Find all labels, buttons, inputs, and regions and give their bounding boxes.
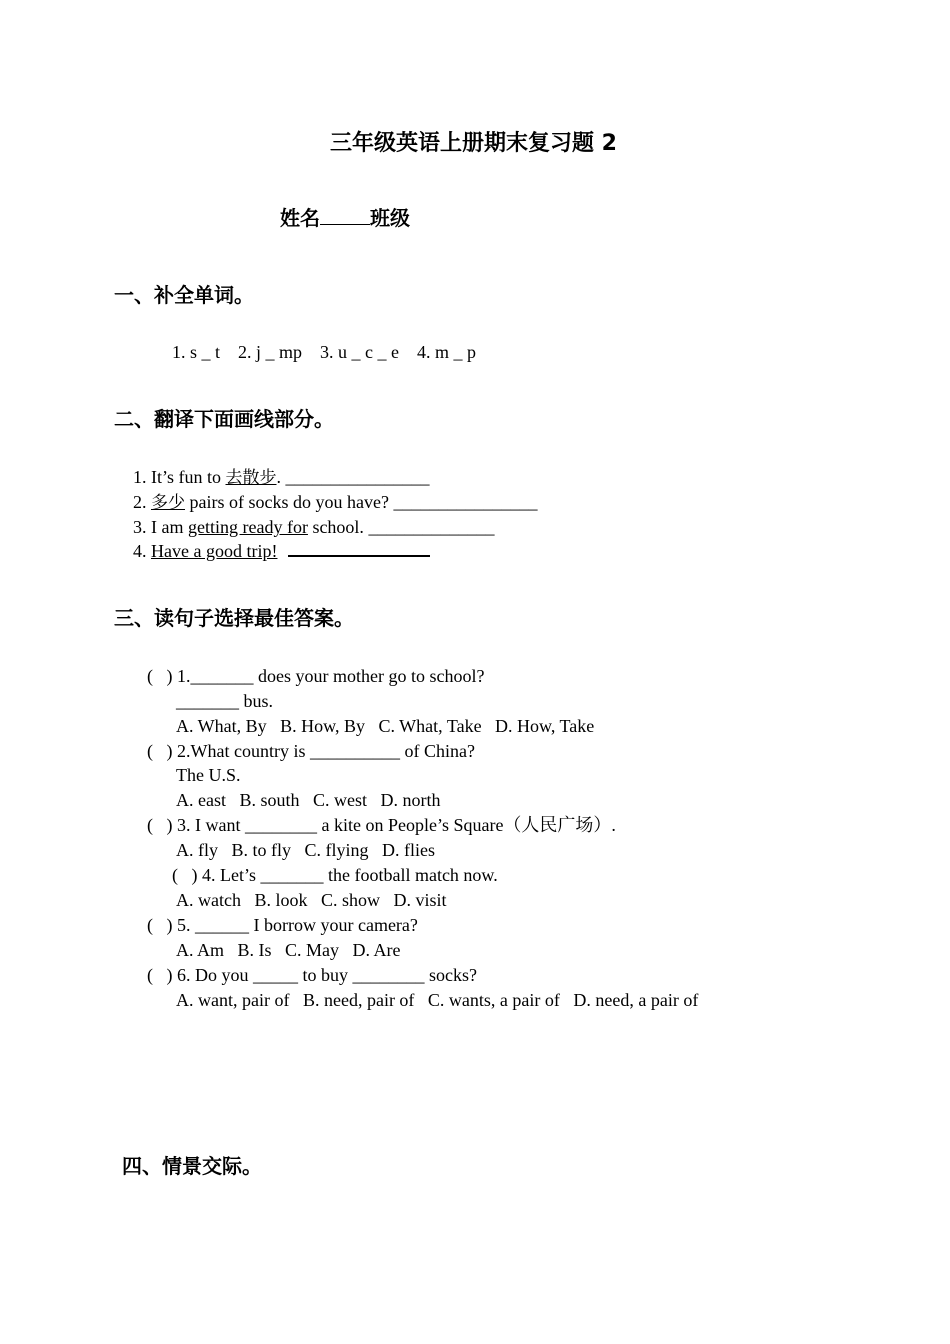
question-5: ( ) 5. ______ I borrow your camera? (147, 915, 418, 935)
section-3-heading: 三、读句子选择最佳答案。 (114, 606, 354, 630)
item-text: 2. (133, 492, 151, 512)
question-2: ( ) 2.What country is __________ of China? (147, 741, 475, 761)
question-6: ( ) 6. Do you _____ to buy ________ socks? (147, 965, 477, 985)
item-text: 1. It’s fun to (133, 467, 226, 487)
item-text: 3. I am (133, 517, 188, 537)
question-3-options: A. fly B. to fly C. flying D. flies (176, 840, 435, 860)
item-text (277, 541, 282, 561)
section-1-heading: 一、补全单词。 (114, 283, 254, 307)
question-5-options: A. Am B. Is C. May D. Are (176, 940, 401, 960)
underlined-text: Have a good trip! (151, 541, 278, 561)
class-label: 班级 (370, 206, 410, 230)
page-title: 三年级英语上册期末复习题 2 (330, 131, 617, 156)
translate-item-3 (133, 515, 494, 540)
name-blank (320, 210, 370, 225)
underlined-text: 多少 (151, 493, 185, 513)
answer-blank: ________________ (393, 492, 538, 512)
section-2-heading: 二、翻译下面画线部分。 (114, 407, 334, 431)
section-4-heading: 四、情景交际。 (122, 1154, 262, 1178)
underlined-text: 去散步 (225, 468, 277, 488)
question-1-text: _______ bus. (176, 691, 274, 711)
question-3: ( ) 3. I want ________ a kite on People’s Square（人民广场）. (147, 815, 616, 835)
underlined-text: getting ready for (187, 517, 308, 537)
question-6-options: A. want, pair of B. need, pair of C. wants, a pair of D. need, a pair of (176, 990, 699, 1010)
translate-item-2 (133, 490, 537, 516)
item-text: pairs of socks do you have? (185, 492, 394, 512)
question-1: ( ) 1._______ does your mother go to school? (147, 666, 485, 686)
question-4-options: A. watch B. look C. show D. visit (176, 890, 447, 910)
item-text: 4. (133, 541, 151, 561)
question-1-options: A. What, By B. How, By C. What, Take D. How, Take (176, 716, 595, 736)
item-text: school. (307, 517, 369, 537)
name-label: 姓名 (280, 206, 320, 230)
answer-blank: ______________ (368, 517, 495, 537)
answer-blank: ________________ (285, 467, 430, 487)
question-4: ( ) 4. Let’s _______ the football match now. (172, 865, 498, 885)
translate-item-1 (133, 465, 430, 491)
translate-item-4 (133, 539, 430, 564)
item-text: . (276, 467, 286, 487)
answer-blank (288, 541, 430, 557)
question-2-options: A. east B. south C. west D. north (176, 790, 441, 810)
section-1-items: 1. s _ t 2. j _ mp 3. u _ c _ e 4. m _ p (172, 342, 476, 362)
name-class-line (280, 202, 410, 231)
question-2-text: The U.S. (176, 765, 241, 785)
